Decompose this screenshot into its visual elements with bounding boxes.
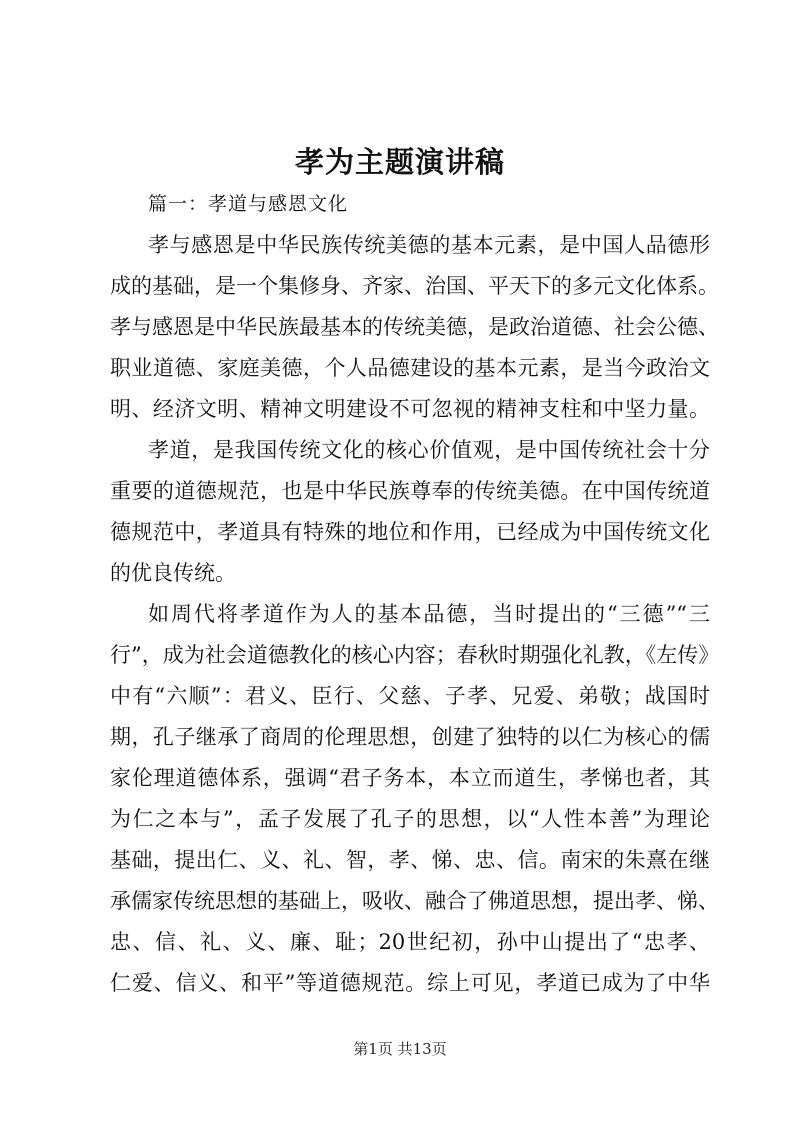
- text-line: 成的基础，是一个集修身、齐家、治国、平天下的多元文化体系。: [110, 274, 719, 298]
- text-line: 孝道，是我国传统文化的核心价值观，是中国传统社会十分: [148, 438, 710, 462]
- text-line: 中有“六顺”：君义、臣行、父慈、子孝、兄爱、弟敬；战国时: [110, 684, 710, 708]
- section-heading: 篇一：孝道与感恩文化: [148, 193, 349, 215]
- text-line: 孝与感恩是中华民族传统美德的基本元素，是中国人品德形: [148, 233, 710, 257]
- text-line: 明、经济文明、精神文明建设不可忽视的精神支柱和中坚力量。: [110, 397, 710, 421]
- text-line: 行”，成为社会道德教化的核心内容；春秋时期强化礼教，《左传》: [110, 643, 720, 667]
- text-line: 孝与感恩是中华民族最基本的传统美德，是政治道德、社会公德、: [110, 315, 719, 339]
- text-line: 期，孔子继承了商周的伦理思想，创建了独特的以仁为核心的儒: [110, 725, 710, 749]
- text-line: 家伦理道德体系，强调“君子务本，本立而道生，孝悌也者，其: [110, 766, 710, 790]
- text-line: 如周代将孝道作为人的基本品德，当时提出的“三德”“三: [148, 602, 710, 626]
- paragraph-3: [110, 594, 720, 1004]
- text-line: 仁爱、信义、和平”等道德规范。综上可见，孝道已成为了中华: [110, 971, 710, 995]
- document-body: [110, 184, 720, 1004]
- text-line: 德规范中，孝道具有特殊的地位和作用，已经成为中国传统文化: [110, 520, 710, 544]
- page-number-footer: 第1页 共13页: [353, 1040, 447, 1058]
- text-line: 忠、信、礼、义、廉、耻；20世纪初，孙中山提出了“忠孝、: [110, 930, 710, 954]
- paragraph-2: [110, 430, 710, 594]
- text-line: 承儒家传统思想的基础上，吸收、融合了佛道思想，提出孝、悌、: [110, 889, 719, 913]
- text-line: 为仁之本与”，孟子发展了孔子的思想，以“人性本善”为理论: [110, 807, 710, 831]
- page-title: 孝为主题演讲稿: [294, 145, 505, 179]
- paragraph-1: [110, 225, 719, 430]
- text-line: 的优良传统。: [110, 561, 236, 585]
- text-line: 职业道德、家庭美德，个人品德建设的基本元素，是当今政治文: [110, 356, 710, 380]
- text-line: 基础，提出仁、义、礼、智，孝、悌、忠、信。南宋的朱熹在继: [110, 848, 710, 872]
- text-line: 重要的道德规范，也是中华民族尊奉的传统美德。在中国传统道: [110, 479, 710, 503]
